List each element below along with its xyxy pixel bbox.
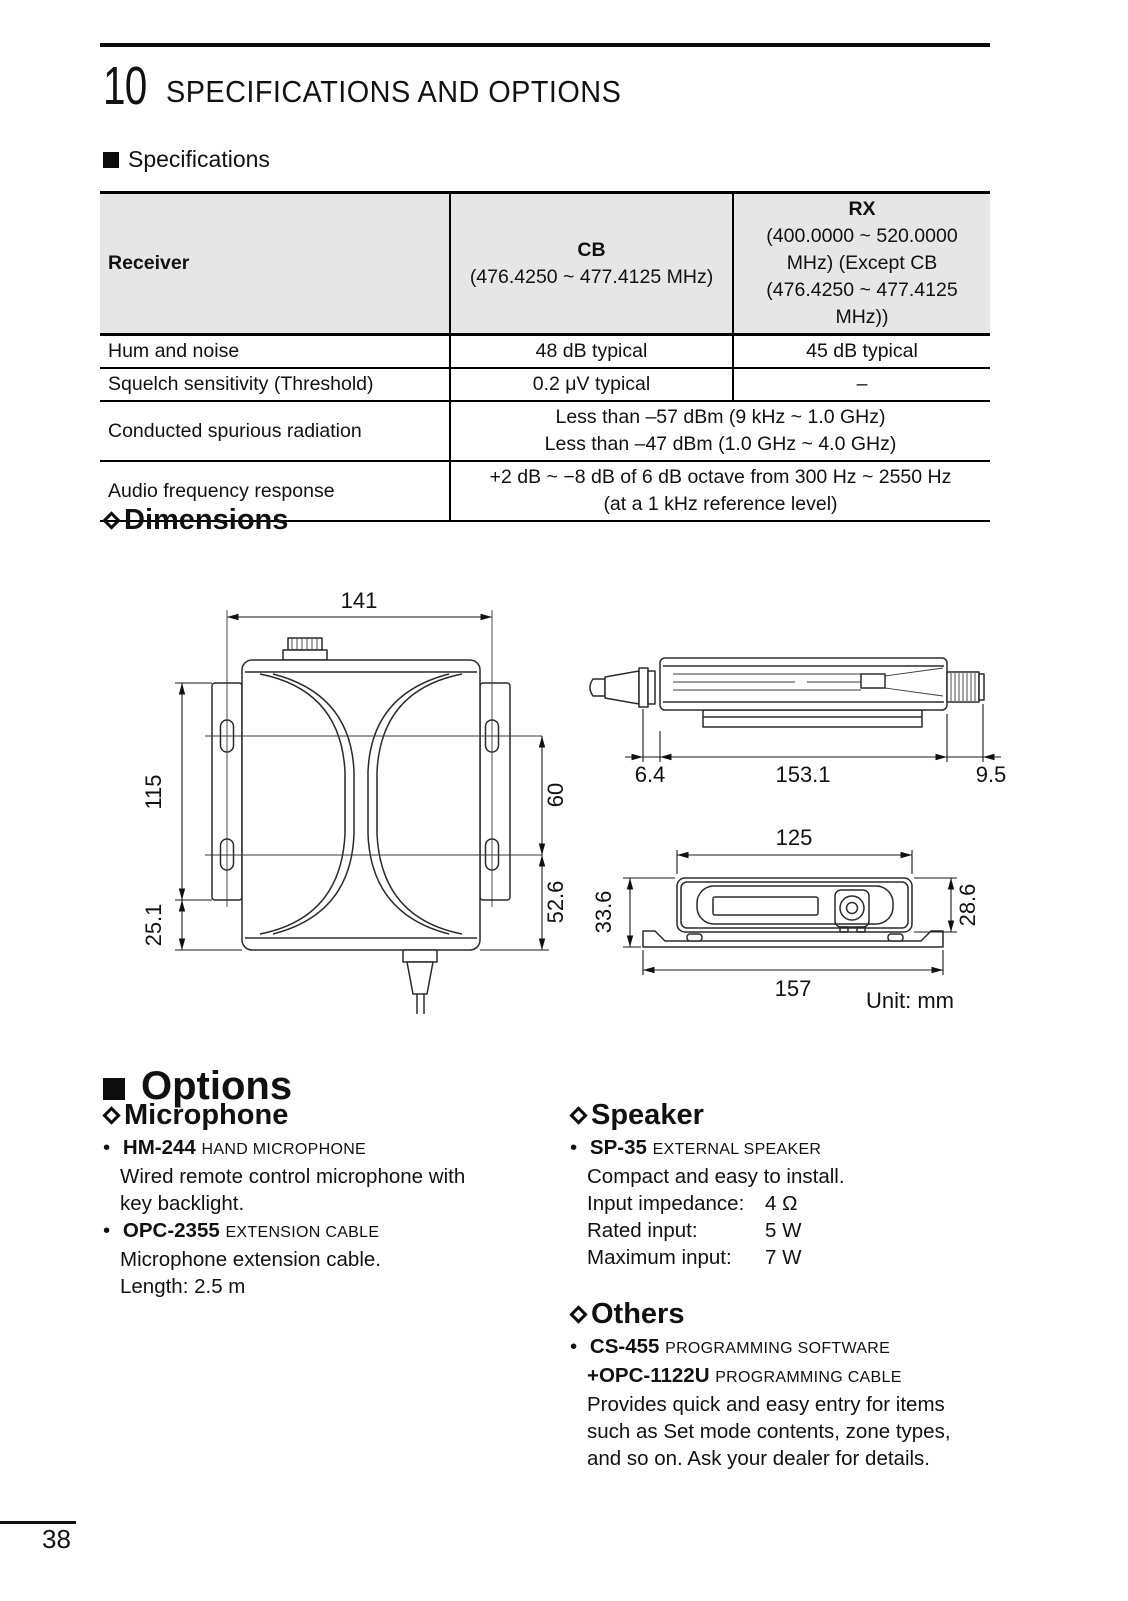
radio-body-top-view: [242, 638, 480, 1014]
option-model: SP-35: [589, 1136, 647, 1159]
others-heading-label: Others: [591, 1298, 685, 1330]
option-model: CS-455: [589, 1335, 660, 1358]
option-type: HAND MICROPHONE: [201, 1141, 367, 1158]
span-line: Less than –57 dBm (9 kHz ~ 1.0 GHz): [555, 406, 886, 428]
dim-width-125: 125: [775, 825, 813, 850]
section-square-icon: [103, 152, 119, 168]
span-line: (at a 1 kHz reference level): [603, 493, 838, 515]
diamond-icon: [569, 1106, 587, 1124]
chapter-title: SPECIFICATIONS AND OPTIONS: [166, 74, 622, 109]
row-span-value: [450, 461, 990, 521]
span-line: +2 dB ~ −8 dB of 6 dB octave from 300 Hz ~ 2550 Hz: [489, 466, 952, 488]
table-header-row: [100, 193, 990, 335]
option-description: Provides quick and easy entry for items such as Set mode contents, zone types, and so on. Ask your dealer for details.: [587, 1393, 951, 1470]
row-cb-value: 48 dB typical: [450, 335, 733, 369]
option-item-opc2355: [103, 1217, 543, 1246]
option-description: Compact and easy to install.: [587, 1165, 845, 1188]
option-description: Wired remote control microphone with key backlight.: [120, 1165, 466, 1215]
options-column-right: [570, 1098, 995, 1472]
rx-range: (400.0000 ~ 520.0000 MHz) (Except CB (476.4250 ~ 477.4125 MHz)): [766, 225, 958, 328]
specifications-heading: [103, 146, 270, 173]
dim-height-33-6: 33.6: [591, 890, 616, 934]
row-rx-value: –: [733, 368, 990, 401]
options-column-left: [103, 1098, 543, 1300]
rx-title: RX: [848, 198, 876, 220]
diamond-icon: [102, 1106, 120, 1124]
option-model: OPC-2355: [122, 1219, 220, 1242]
cb-title: CB: [577, 238, 606, 261]
option-type: EXTERNAL SPEAKER: [652, 1141, 822, 1158]
unit-note: Unit: mm: [866, 988, 954, 1013]
row-label: Audio frequency response: [100, 461, 450, 521]
spec-value: 5 W: [765, 1219, 802, 1242]
row-label: Conducted spurious radiation: [100, 401, 450, 461]
option-model: +OPC-1122U: [587, 1364, 710, 1387]
spec-value: 7 W: [765, 1246, 802, 1269]
dim-length-153-1: 153.1: [775, 762, 831, 787]
dim-front-6-4: 6.4: [634, 762, 666, 787]
dimensions-heading-label: Dimensions: [124, 504, 289, 536]
header-rule: [100, 43, 990, 47]
option-model: HM-244: [122, 1136, 196, 1159]
speaker-heading-label: Speaker: [591, 1099, 704, 1131]
option-item-opc1122u: [570, 1362, 995, 1391]
microphone-heading-label: Microphone: [124, 1099, 289, 1131]
dim-width-157: 157: [774, 976, 812, 1001]
cb-range: (476.4250 ~ 477.4125 MHz): [469, 265, 714, 288]
section-square-icon: [103, 1078, 125, 1100]
table-row: [100, 368, 990, 401]
row-span-value: [450, 401, 990, 461]
cb-header-cell: [450, 193, 733, 335]
microphone-heading: [103, 1098, 543, 1132]
spec-value: 4 Ω: [765, 1192, 798, 1215]
option-type: EXTENSION CABLE: [225, 1224, 380, 1241]
option-type: PROGRAMMING SOFTWARE: [665, 1340, 891, 1357]
dim-lower-52-6: 52.6: [543, 880, 568, 924]
chapter-number: 10: [103, 56, 147, 116]
option-description: Microphone extension cable.: [120, 1248, 381, 1271]
dim-width-141: 141: [340, 588, 378, 613]
radio-body-side-view: [660, 658, 947, 727]
dimensions-side-view-drawing: [555, 616, 1015, 791]
option-type: PROGRAMMING CABLE: [715, 1369, 902, 1386]
option-length: Length: 2.5 m: [120, 1275, 246, 1298]
antenna-knob: [947, 672, 984, 702]
row-label: Squelch sensitivity (Threshold): [100, 368, 450, 401]
option-item-sp35: [570, 1134, 995, 1163]
radio-body-front-view: [677, 878, 912, 932]
span-line: Less than –47 dBm (1.0 GHz ~ 4.0 GHz): [544, 433, 897, 455]
row-cb-value: 0.2 μV typical: [450, 368, 733, 401]
others-heading: [570, 1297, 995, 1331]
row-rx-value: 45 dB typical: [733, 335, 990, 369]
dim-offset-25-1: 25.1: [141, 903, 166, 947]
speaker-specs: [570, 1190, 995, 1271]
diamond-icon: [569, 1305, 587, 1323]
specifications-table: [100, 191, 990, 522]
rx-header-cell: [733, 193, 990, 335]
option-item-cs455: [570, 1333, 995, 1362]
speaker-heading: [570, 1098, 995, 1132]
spec-label: Maximum input:: [587, 1246, 732, 1269]
dim-spacing-60: 60: [543, 782, 568, 808]
receiver-header-cell: Receiver: [100, 193, 450, 335]
option-item-hm244: [103, 1134, 543, 1163]
table-row: [100, 401, 990, 461]
page-number: 38: [42, 1524, 71, 1554]
diamond-icon: [102, 511, 120, 529]
dim-rear-9-5: 9.5: [975, 762, 1007, 787]
table-row: [100, 335, 990, 369]
row-label: Hum and noise: [100, 335, 450, 369]
microphone-plug: [590, 668, 655, 707]
dimensions-front-view-drawing: [591, 798, 1005, 1013]
others-block: [570, 1297, 995, 1472]
mounting-bracket: [643, 931, 943, 947]
dimensions-heading: [103, 504, 288, 537]
dim-height-115: 115: [141, 774, 166, 810]
spec-label: Rated input:: [587, 1219, 698, 1242]
dim-height-28-6: 28.6: [955, 883, 980, 927]
options-heading-label: Options: [141, 1064, 293, 1108]
dimensions-top-view-drawing: [105, 562, 575, 1017]
specifications-heading-label: Specifications: [128, 146, 270, 172]
spec-label: Input impedance:: [587, 1192, 745, 1215]
